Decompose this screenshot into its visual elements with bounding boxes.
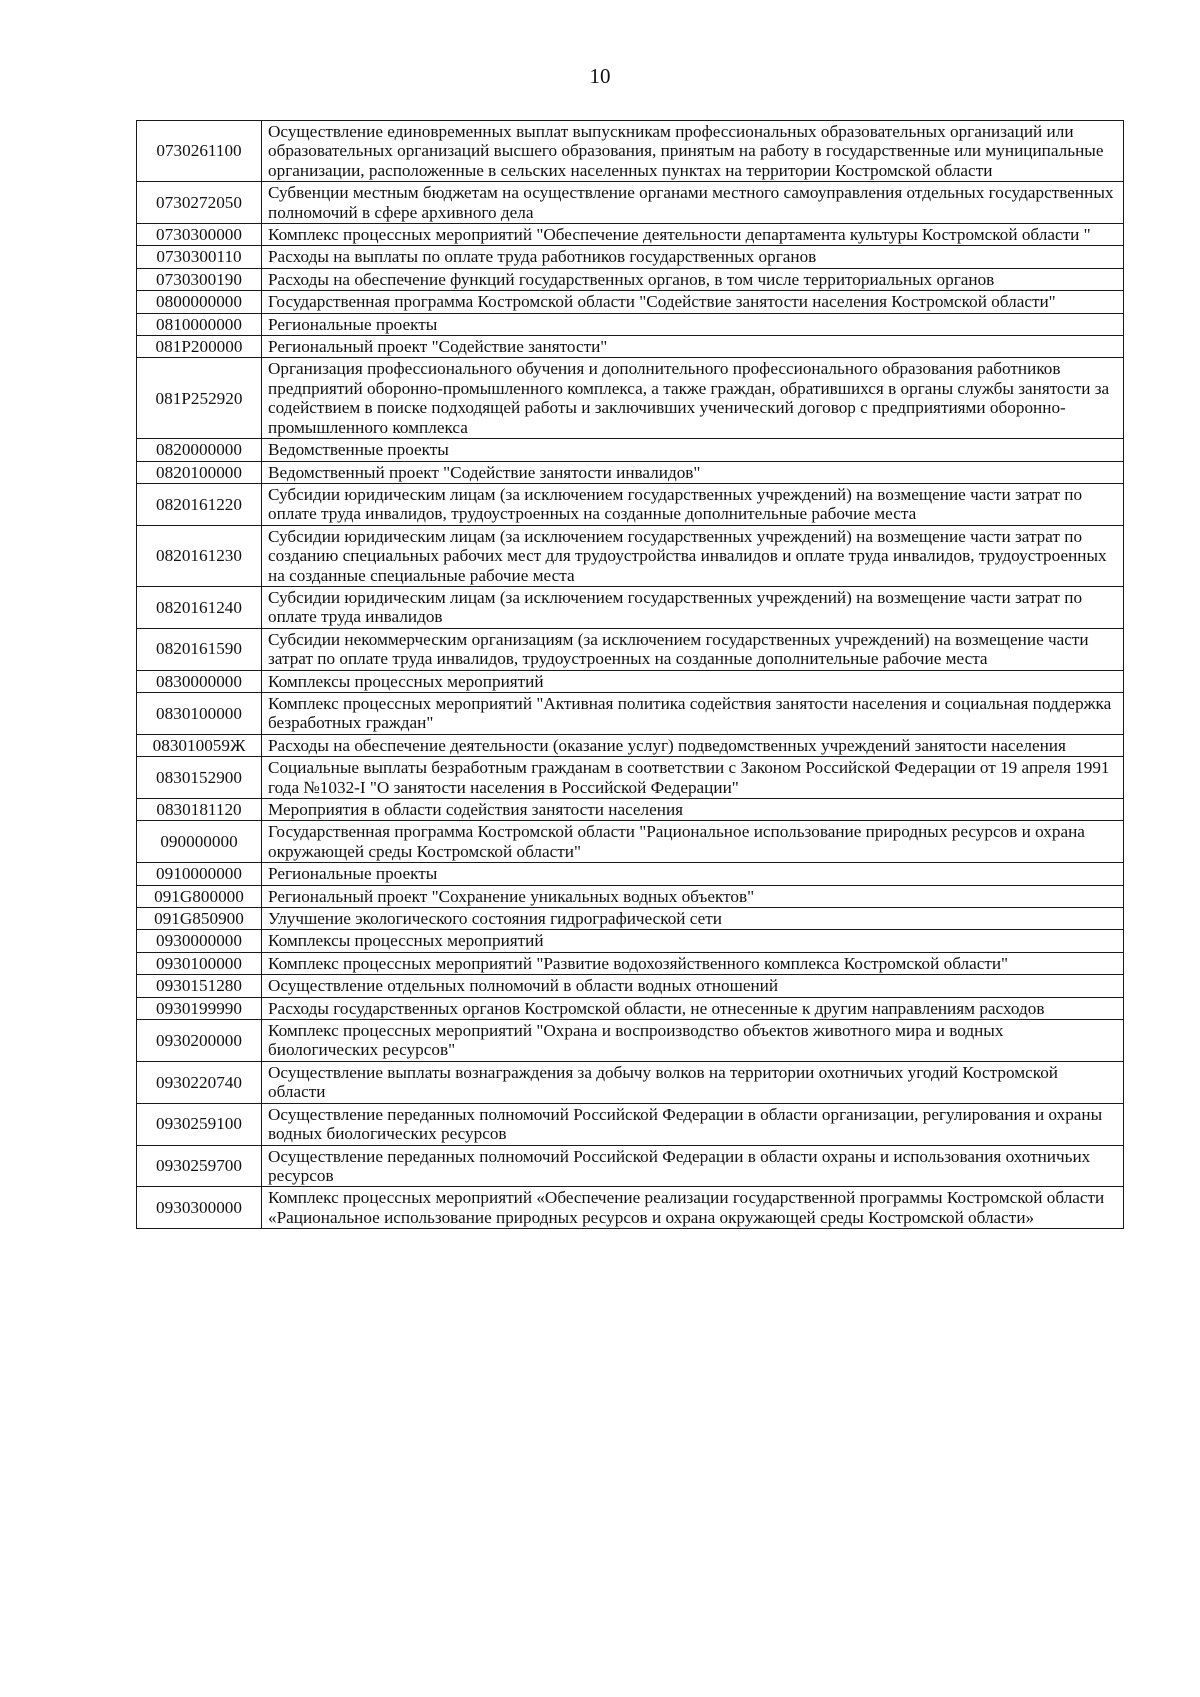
description-cell: Расходы на обеспечение деятельности (оказание услуг) подведомственных учреждений занятости населения	[262, 734, 1124, 756]
code-cell: 0830181120	[137, 799, 262, 821]
description-cell: Субсидии некоммерческим организациям (за исключением государственных учреждений) на возмещение части затрат по оплате труда инвалидов, трудоустроенных на созданные дополнительные рабочие места	[262, 628, 1124, 670]
description-cell: Осуществление переданных полномочий Российской Федерации в области организации, регулирования и охраны водных биологических ресурсов	[262, 1103, 1124, 1145]
description-cell: Расходы государственных органов Костромской области, не отнесенные к другим направлениям расходов	[262, 997, 1124, 1019]
code-cell: 0930220740	[137, 1061, 262, 1103]
code-cell: 081P252920	[137, 358, 262, 439]
description-cell: Комплексы процессных мероприятий	[262, 930, 1124, 952]
code-cell: 0930100000	[137, 952, 262, 974]
code-cell: 090000000	[137, 821, 262, 863]
description-cell: Организация профессионального обучения и дополнительного профессионального образования работников предприятий оборонно-промышленного комплекса, а также граждан, обратившихся в органы службы занятости за содействием в поиске подходящей работы и заключивших ученический договор с предприятиями оборонно-промышленного комплекса	[262, 358, 1124, 439]
table-row	[137, 336, 1124, 358]
table-row	[137, 863, 1124, 885]
table-row	[137, 1145, 1124, 1187]
code-cell: 0930259700	[137, 1145, 262, 1187]
table-row	[137, 246, 1124, 268]
code-cell: 0820161240	[137, 586, 262, 628]
table-row	[137, 952, 1124, 974]
description-cell: Комплекс процессных мероприятий "Активная политика содействия занятости населения и социальная поддержка безработных граждан"	[262, 692, 1124, 734]
description-cell: Региональный проект "Сохранение уникальных водных объектов"	[262, 885, 1124, 907]
description-cell: Региональные проекты	[262, 863, 1124, 885]
code-cell: 0930151280	[137, 975, 262, 997]
code-cell: 0820161230	[137, 525, 262, 586]
code-cell: 0830000000	[137, 670, 262, 692]
code-cell: 091G850900	[137, 908, 262, 930]
table-row	[137, 997, 1124, 1019]
code-cell: 0820000000	[137, 439, 262, 461]
table-row	[137, 182, 1124, 224]
table-row	[137, 734, 1124, 756]
table-row	[137, 799, 1124, 821]
table-row	[137, 1061, 1124, 1103]
code-cell: 0730300000	[137, 224, 262, 246]
code-cell: 0730300110	[137, 246, 262, 268]
code-cell: 0800000000	[137, 291, 262, 313]
code-cell: 081P200000	[137, 336, 262, 358]
table-row	[137, 821, 1124, 863]
budget-codes-table	[136, 120, 1124, 1229]
table-row	[137, 268, 1124, 290]
description-cell: Субсидии юридическим лицам (за исключением государственных учреждений) на возмещение части затрат по оплате труда инвалидов, трудоустроенных на созданные дополнительные рабочие места	[262, 483, 1124, 525]
description-cell: Комплекс процессных мероприятий "Охрана и воспроизводство объектов животного мира и водных биологических ресурсов"	[262, 1020, 1124, 1062]
table-row	[137, 586, 1124, 628]
description-cell: Расходы на выплаты по оплате труда работников государственных органов	[262, 246, 1124, 268]
description-cell: Региональный проект "Содействие занятости"	[262, 336, 1124, 358]
description-cell: Региональные проекты	[262, 313, 1124, 335]
description-cell: Ведомственный проект "Содействие занятости инвалидов"	[262, 461, 1124, 483]
code-cell: 0730300190	[137, 268, 262, 290]
description-cell: Субсидии юридическим лицам (за исключением государственных учреждений) на возмещение части затрат по оплате труда инвалидов	[262, 586, 1124, 628]
table-row	[137, 121, 1124, 182]
table-row	[137, 975, 1124, 997]
table-row	[137, 1187, 1124, 1229]
code-cell: 0820161590	[137, 628, 262, 670]
code-cell: 0830100000	[137, 692, 262, 734]
code-cell: 0930000000	[137, 930, 262, 952]
description-cell: Комплекс процессных мероприятий "Обеспечение деятельности департамента культуры Костромской области "	[262, 224, 1124, 246]
code-cell: 0820161220	[137, 483, 262, 525]
code-cell: 0820100000	[137, 461, 262, 483]
code-cell: 091G800000	[137, 885, 262, 907]
description-cell: Комплексы процессных мероприятий	[262, 670, 1124, 692]
page-number: 10	[589, 64, 611, 88]
table-row	[137, 628, 1124, 670]
code-cell: 0930199990	[137, 997, 262, 1019]
description-cell: Осуществление отдельных полномочий в области водных отношений	[262, 975, 1124, 997]
description-cell: Расходы на обеспечение функций государственных органов, в том числе территориальных органов	[262, 268, 1124, 290]
description-cell: Социальные выплаты безработным гражданам в соответствии с Законом Российской Федерации от 19 апреля 1991 года №1032-I "О занятости населения в Российской Федерации"	[262, 757, 1124, 799]
description-cell: Осуществление выплаты вознаграждения за добычу волков на территории охотничьих угодий Костромской области	[262, 1061, 1124, 1103]
code-cell: 0810000000	[137, 313, 262, 335]
description-cell: Ведомственные проекты	[262, 439, 1124, 461]
table-row	[137, 313, 1124, 335]
table-row	[137, 483, 1124, 525]
table-row	[137, 1020, 1124, 1062]
code-cell: 0930200000	[137, 1020, 262, 1062]
description-cell: Государственная программа Костромской области "Содействие занятости населения Костромской области"	[262, 291, 1124, 313]
table-row	[137, 908, 1124, 930]
code-cell: 0830152900	[137, 757, 262, 799]
code-cell: 0730261100	[137, 121, 262, 182]
description-cell: Государственная программа Костромской области "Рациональное использование природных ресурсов и охрана окружающей среды Костромской области"	[262, 821, 1124, 863]
description-cell: Осуществление переданных полномочий Российской Федерации в области охраны и использования охотничьих ресурсов	[262, 1145, 1124, 1187]
code-cell: 0730272050	[137, 182, 262, 224]
description-cell: Осуществление единовременных выплат выпускникам профессиональных образовательных организаций или образовательных организаций высшего образования, принятым на работу в государственные или муниципальные организации, расположенные в сельских населенных пунктах на территории Костромской области	[262, 121, 1124, 182]
table-row	[137, 358, 1124, 439]
description-cell: Субвенции местным бюджетам на осуществление органами местного самоуправления отдельных государственных полномочий в сфере архивного дела	[262, 182, 1124, 224]
table-row	[137, 525, 1124, 586]
table-row	[137, 930, 1124, 952]
description-cell: Мероприятия в области содействия занятости населения	[262, 799, 1124, 821]
description-cell: Комплекс процессных мероприятий «Обеспечение реализации государственной программы Костромской области «Рациональное использование природных ресурсов и охрана окружающей среды Костромской области»	[262, 1187, 1124, 1229]
table-row	[137, 1103, 1124, 1145]
table-row	[137, 757, 1124, 799]
code-cell: 0910000000	[137, 863, 262, 885]
code-cell: 0930259100	[137, 1103, 262, 1145]
table-row	[137, 461, 1124, 483]
description-cell: Субсидии юридическим лицам (за исключением государственных учреждений) на возмещение части затрат по созданию специальных рабочих мест для трудоустройства инвалидов и оплате труда инвалидов, трудоустроенных на созданные специальные рабочие места	[262, 525, 1124, 586]
table-row	[137, 692, 1124, 734]
description-cell: Комплекс процессных мероприятий "Развитие водохозяйственного комплекса Костромской области"	[262, 952, 1124, 974]
table-row	[137, 439, 1124, 461]
table-row	[137, 670, 1124, 692]
code-cell: 0930300000	[137, 1187, 262, 1229]
table-row	[137, 291, 1124, 313]
table-row	[137, 885, 1124, 907]
table-row	[137, 224, 1124, 246]
description-cell: Улучшение экологического состояния гидрографической сети	[262, 908, 1124, 930]
code-cell: 083010059Ж	[137, 734, 262, 756]
